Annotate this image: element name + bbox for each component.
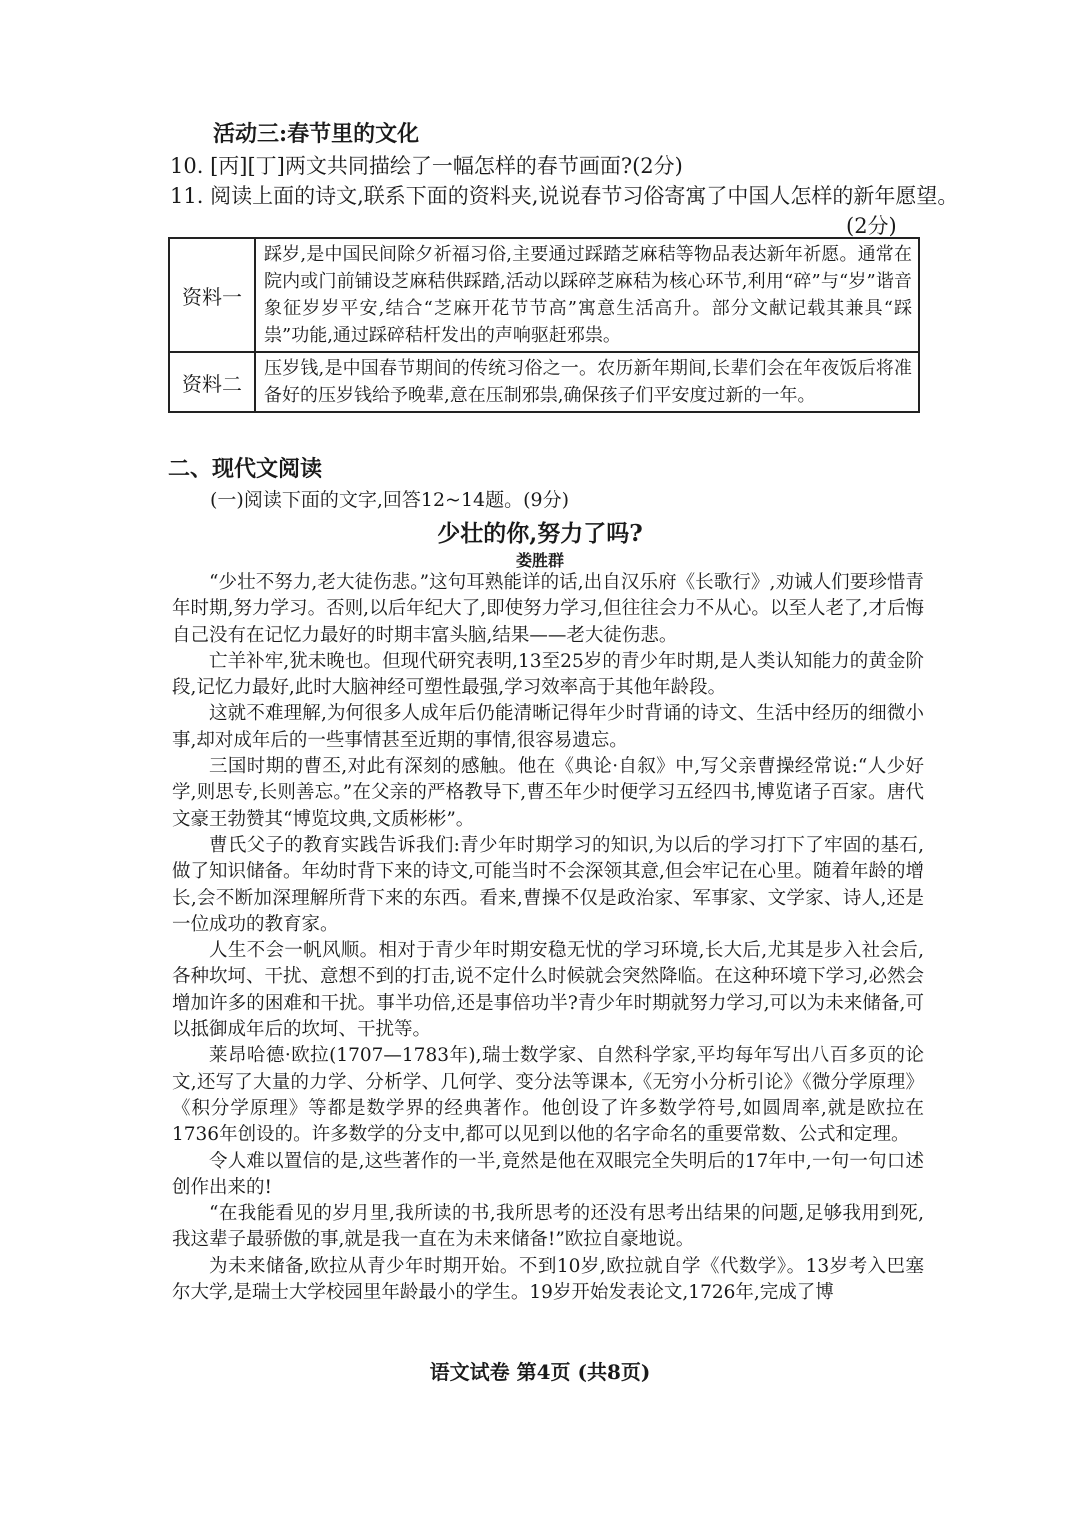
essay-paragraph: 人生不会一帆风顺。相对于青少年时期安稳无忧的学习环境,长大后,尤其是步入社会后,各种坎坷、干扰、意想不到的打击,说不定什么时候就会突然降临。在这种环境下学习,必然会增加许多的困难和干扰。事半功倍,还是事倍功半?青少年时期就努力学习,可以为未来储备,可以抵御成年后的坎坷、干扰等。: [172, 940, 924, 1041]
material-row: [169, 352, 919, 412]
essay-paragraph: 曹氏父子的教育实践告诉我们:青少年时期学习的知识,为以后的学习打下了牢固的基石,做了知识储备。年幼时背下来的诗文,可能当时不会深领其意,但会牢记在心里。随着年龄的增长,会不断加深理解所背下来的东西。看来,曹操不仅是政治家、军事家、文学家、诗人,还是一位成功的教育家。: [172, 834, 924, 935]
section-title: 二、现代文阅读: [168, 456, 323, 482]
essay-author: 娄胜群: [515, 551, 564, 570]
essay-paragraph: 三国时期的曹丕,对此有深刻的感触。他在《典论·自叙》中,写父亲曹操经常说:“人少好学,则思专,长则善忘。”在父亲的严格教导下,曹丕年少时便学习五经四书,博览诸子百家。唐代文豪王勃赞其“博览坟典,文质彬彬”。: [172, 756, 924, 830]
material-label: 资料二: [169, 352, 255, 412]
essay-paragraph: 莱昂哈德·欧拉(1707—1783年),瑞士数学家、自然科学家,平均每年写出八百多页的论文,还写了大量的力学、分析学、几何学、变分法等课本,《无穷小分析引论》《微分学原理》《积分学原理》等都是数学界的经典著作。他创设了许多数学符号,如圆周率,就是欧拉在1736年创设的。许多数学的分支中,都可以见到以他的名字命名的重要常数、公式和定理。: [172, 1045, 924, 1146]
essay-paragraph: 这就不难理解,为何很多人成年后仍能清晰记得年少时背诵的诗文、生活中经历的细微小事,却对成年后的一些事情甚至近期的事情,很容易遗忘。: [172, 703, 924, 751]
page-footer: 语文试卷 第4页 (共8页): [429, 1360, 651, 1384]
question-11-score: (2分): [846, 214, 897, 238]
section-instructions: (一)阅读下面的文字,回答12~14题。(9分): [210, 489, 570, 511]
activity-title: 活动三:春节里的文化: [213, 121, 420, 147]
essay-paragraph: “少壮不努力,老大徒伤悲。”这句耳熟能详的话,出自汉乐府《长歌行》,劝诫人们要珍惜青年时期,努力学习。否则,以后年纪大了,即使努力学习,但往往会力不从心。以至人老了,才后悔自己没有在记忆力最好的时期丰富头脑,结果——老大徒伤悲。: [172, 572, 924, 646]
essay-body: [172, 570, 924, 1306]
essay-title: 少壮的你,努力了吗?: [437, 520, 643, 547]
material-label: 资料一: [169, 238, 255, 352]
essay-paragraph: 亡羊补牢,犹未晚也。但现代研究表明,13至25岁的青少年时期,是人类认知能力的黄金阶段,记忆力最好,此时大脑神经可塑性最强,学习效率高于其他年龄段。: [172, 650, 924, 699]
question-11: 11. 阅读上面的诗文,联系下面的资料夹,说说春节习俗寄寓了中国人怎样的新年愿望。: [170, 184, 959, 208]
essay-paragraph: 为未来储备,欧拉从青少年时期开始。不到10岁,欧拉就自学《代数学》。13岁考入巴塞尔大学,是瑞士大学校园里年龄最小的学生。19岁开始发表论文,1726年,完成了博: [172, 1255, 924, 1304]
material-text: 踩岁,是中国民间除夕祈福习俗,主要通过踩踏芝麻秸等物品表达新年祈愿。通常在院内或门前铺设芝麻秸供踩踏,活动以踩碎芝麻秸为核心环节,利用“碎”与“岁”谐音象征岁岁平安,结合“芝麻开花节节高”寓意生活高升。部分文献记载其兼具“踩祟”功能,通过踩碎秸杆发出的声响驱赶邪祟。: [255, 238, 919, 352]
material-row: [169, 238, 919, 352]
material-text: 压岁钱,是中国春节期间的传统习俗之一。农历新年期间,长辈们会在年夜饭后将准备好的压岁钱给予晚辈,意在压制邪祟,确保孩子们平安度过新的一年。: [255, 352, 919, 412]
essay-paragraph: 令人难以置信的是,这些著作的一半,竟然是他在双眼完全失明后的17年中,一句一句口述创作出来的!: [172, 1150, 924, 1198]
question-10: 10. [丙][丁]两文共同描绘了一幅怎样的春节画面?(2分): [170, 154, 683, 178]
materials-table: [168, 237, 920, 413]
essay-paragraph: “在我能看见的岁月里,我所读的书,我所思考的还没有思考出结果的问题,足够我用到死,我这辈子最骄傲的事,就是我一直在为未来储备!”欧拉自豪地说。: [172, 1203, 924, 1251]
